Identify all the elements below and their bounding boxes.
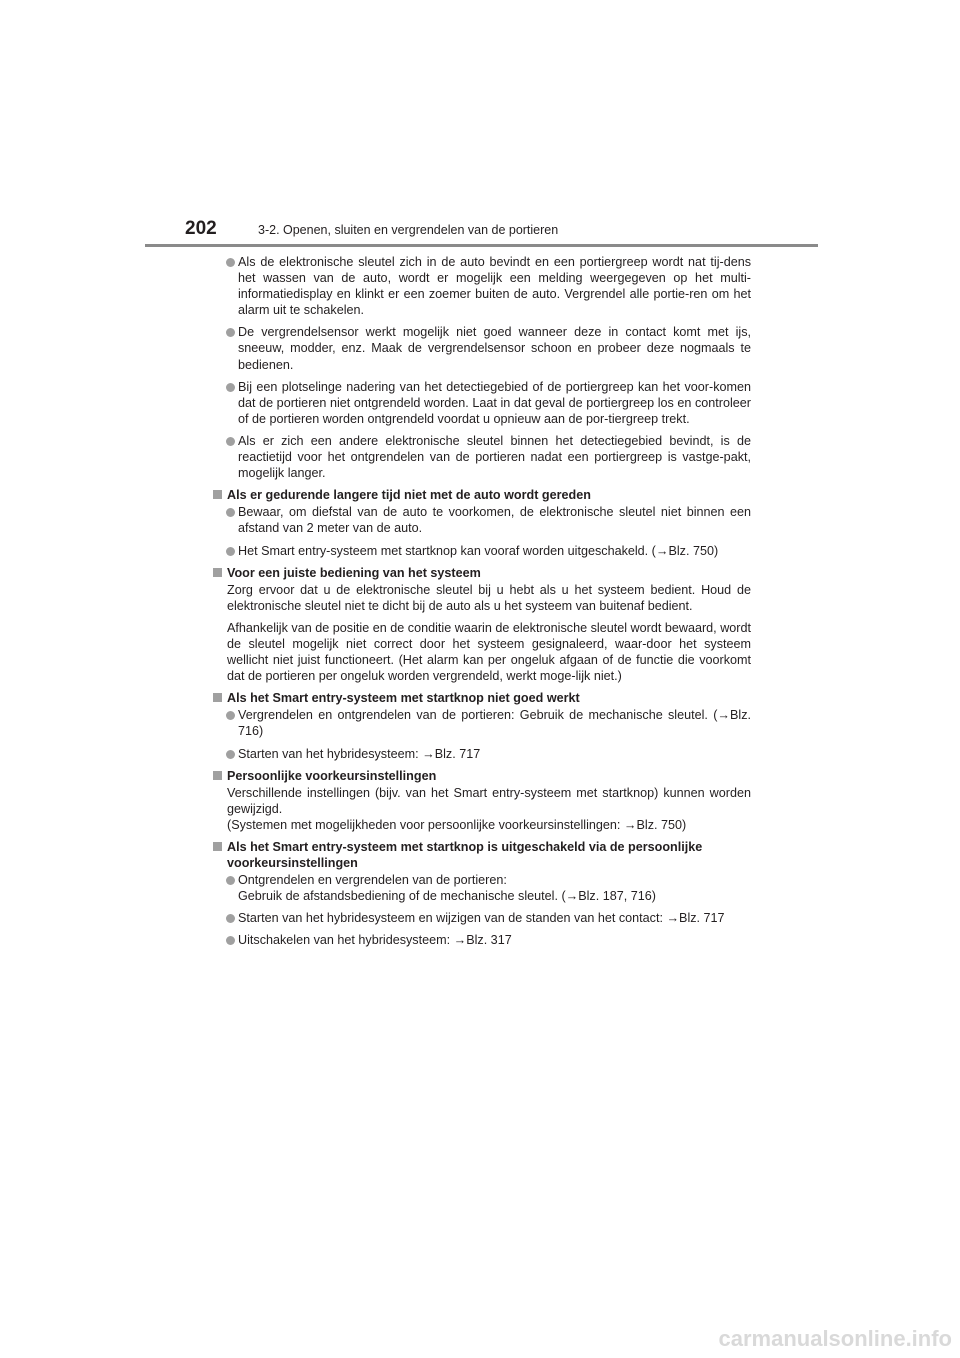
bullet-icon (226, 876, 235, 885)
bullet-icon (226, 750, 235, 759)
chapter-title: 3-2. Openen, sluiten en vergrendelen van de portieren (258, 223, 559, 237)
section-heading: Persoonlijke voorkeursinstellingen (211, 768, 751, 784)
bullet-icon (226, 328, 235, 337)
list-item: Ontgrendelen en vergrendelen van de portieren: Gebruik de afstandsbediening of de mechanische sleutel. (→Blz. 187, 716) (211, 872, 751, 904)
list-item: Starten van het hybridesysteem en wijzigen van de standen van het contact: →Blz. 717 (211, 910, 751, 926)
section-heading: Voor een juiste bediening van het systeem (211, 565, 751, 581)
list-item: Vergrendelen en ontgrendelen van de portieren: Gebruik de mechanische sleutel. (→Blz. 716) (211, 707, 751, 739)
bullet-icon (226, 508, 235, 517)
square-bullet-icon (213, 490, 222, 499)
list-item: Uitschakelen van het hybridesysteem: →Blz. 317 (211, 932, 751, 948)
square-bullet-icon (213, 568, 222, 577)
section-heading: Als er gedurende langere tijd niet met de auto wordt gereden (211, 487, 751, 503)
list-item: De vergrendelsensor werkt mogelijk niet goed wanneer deze in contact komt met ijs, sneeuw, modder, enz. Maak de vergrendelsensor schoon en probeer deze nogmaals te bedienen. (211, 324, 751, 372)
page-content (211, 254, 751, 955)
square-bullet-icon (213, 693, 222, 702)
paragraph: Zorg ervoor dat u de elektronische sleutel bij u hebt als u het systeem bedient. Houd de elektronische sleutel niet te dicht bij de auto als u het systeem van buitenaf bedient. (227, 582, 751, 613)
bullet-icon (226, 936, 235, 945)
square-bullet-icon (213, 771, 222, 780)
bullet-icon (226, 914, 235, 923)
list-item: Als de elektronische sleutel zich in de auto bevindt en een portiergreep wordt nat tij-dens het wassen van de auto, wordt er mogelijk een melding weergegeven op het multi-informatiedisplay en klinkt er een zoemer buiten de auto. Vergrendel alle portie-ren om het alarm uit te schakelen. (211, 254, 751, 318)
paragraph: (Systemen met mogelijkheden voor persoonlijke voorkeursinstellingen: →Blz. 750) (227, 817, 687, 832)
bullet-icon (226, 437, 235, 446)
watermark: carmanualsonline.info (718, 1326, 952, 1351)
bullet-icon (226, 383, 235, 392)
list-item: Bewaar, om diefstal van de auto te voorkomen, de elektronische sleutel niet binnen een afstand van 2 meter van de auto. (211, 504, 751, 536)
bullet-icon (226, 547, 235, 556)
bullet-icon (226, 258, 235, 267)
list-item: Starten van het hybridesysteem: →Blz. 717 (211, 746, 751, 762)
section-heading: Als het Smart entry-systeem met startknop niet goed werkt (211, 690, 751, 706)
square-bullet-icon (213, 842, 222, 851)
bullet-icon (226, 711, 235, 720)
list-item: Het Smart entry-systeem met startknop kan vooraf worden uitgeschakeld. (→Blz. 750) (211, 543, 751, 559)
header-rule (145, 244, 818, 247)
list-item: Bij een plotselinge nadering van het detectiegebied of de portiergreep kan het voor-komen dat de portieren niet ontgrendeld worden. Laat in dat geval de portiergreep los en controleer of de portieren worden ontgrendeld voordat u opnieuw aan de por-tiergreep trekt. (211, 379, 751, 427)
paragraph: Verschillende instellingen (bijv. van het Smart entry-systeem met startknop) kunnen worden gewijzigd. (227, 785, 751, 816)
page-number: 202 (185, 218, 217, 239)
paragraph: Afhankelijk van de positie en de conditie waarin de elektronische sleutel wordt bewaard, wordt de sleutel mogelijk niet correct door het systeem gesignaleerd, waar-door het systeem wellicht niet juist functioneert. (Het alarm kan per ongeluk afgaan of de functie die voorkomt dat de portieren per ongeluk worden vergrendeld, werkt moge-lijk niet.) (227, 620, 751, 684)
list-item: Als er zich een andere elektronische sleutel binnen het detectiegebied bevindt, is de reactietijd voor het ontgrendelen van de portieren nadat een portiergreep is vastge-pakt, mogelijk langer. (211, 433, 751, 481)
section-heading: Als het Smart entry-systeem met startknop is uitgeschakeld via de persoonlijke voorkeursinstellingen (211, 839, 751, 871)
